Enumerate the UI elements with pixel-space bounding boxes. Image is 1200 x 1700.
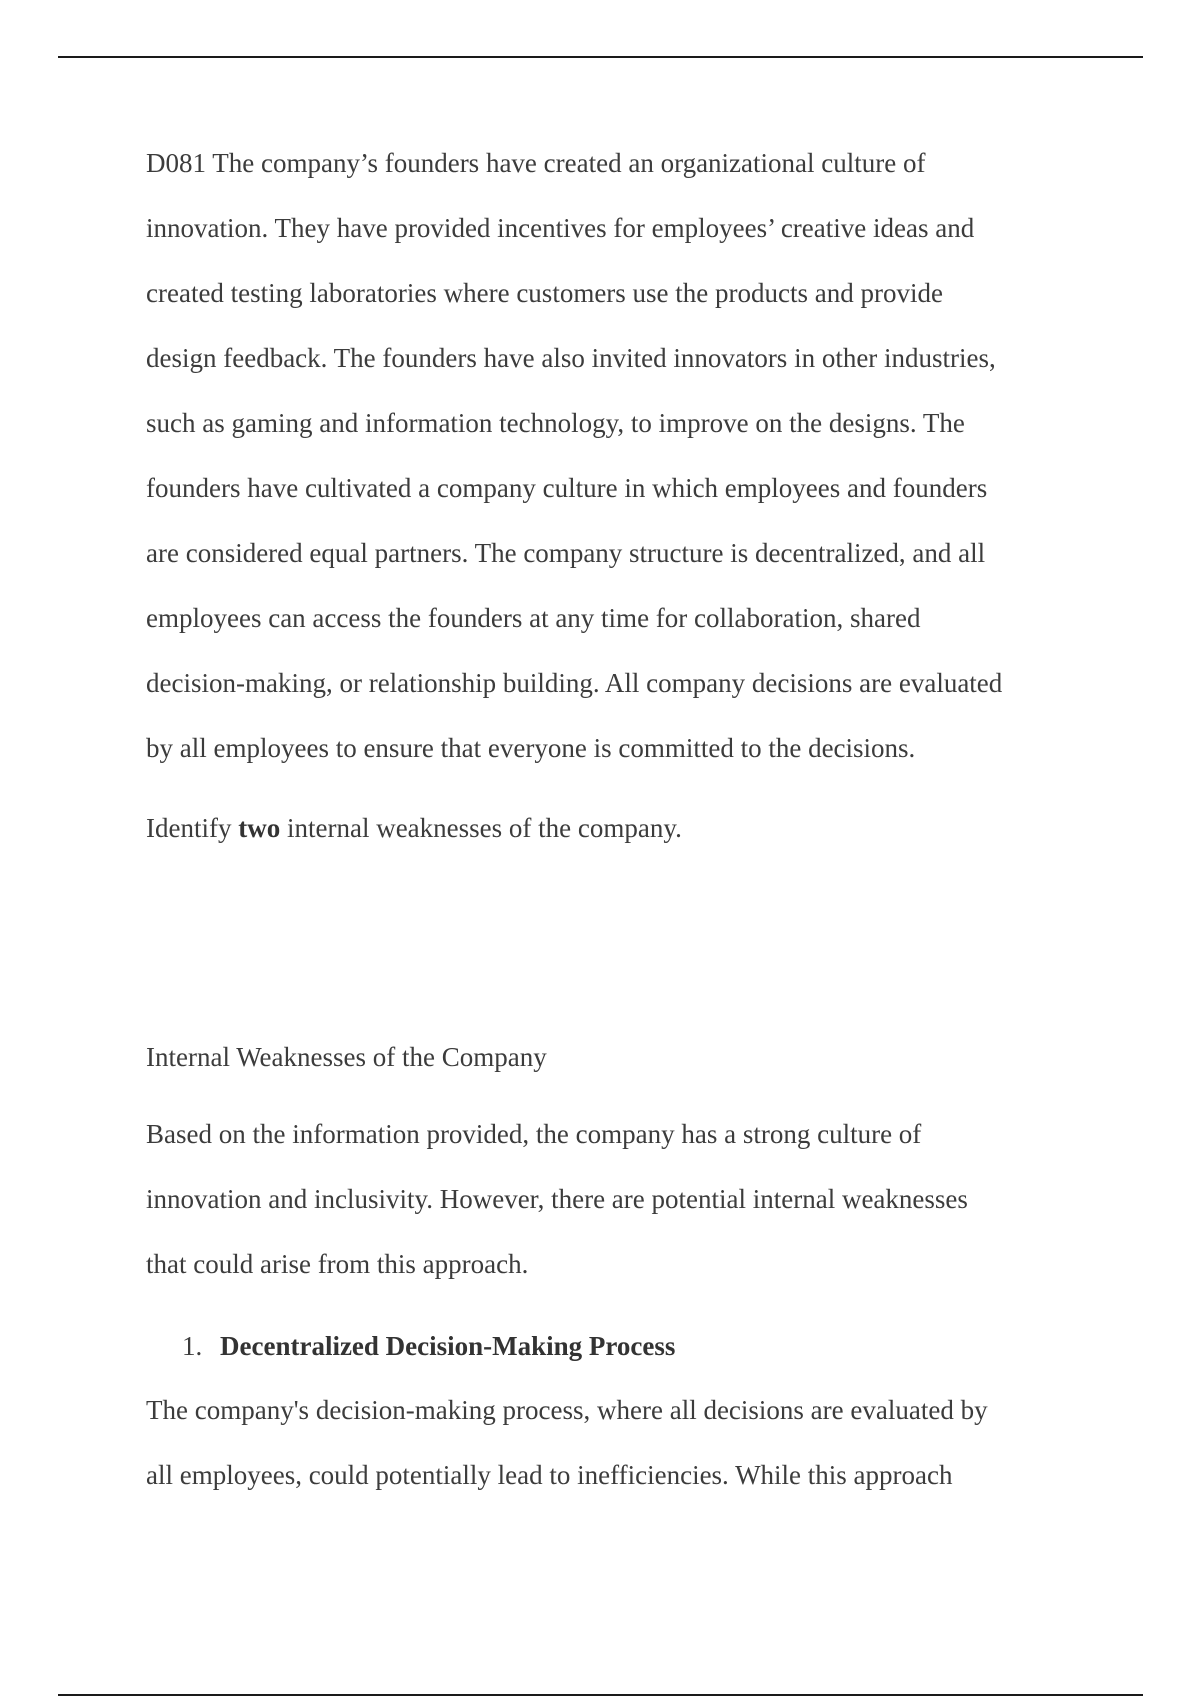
prompt-before: Identify: [146, 813, 239, 843]
body-paragraph: [146, 1378, 1076, 1508]
text-line: are considered equal partners. The company structure is decentralized, and all: [146, 538, 986, 568]
footer-rule: [58, 1694, 1143, 1696]
header-rule: [58, 56, 1143, 58]
text-line: innovation. They have provided incentives for employees’ creative ideas and: [146, 213, 975, 243]
prompt-bold: two: [238, 813, 281, 843]
list-number: 1.: [182, 1331, 203, 1361]
text-line: D081 The company’s founders have created an organizational culture of: [146, 148, 926, 178]
text-line: decision-making, or relationship building. All company decisions are evaluated: [146, 668, 1003, 698]
text-line: design feedback. The founders have also invited innovators in other industries,: [146, 343, 996, 373]
text-line: innovation and inclusivity. However, there are potential internal weaknesses: [146, 1184, 968, 1214]
text-line: such as gaming and information technology, to improve on the designs. The: [146, 408, 965, 438]
prompt-after: internal weaknesses of the company.: [280, 813, 682, 843]
text-line: that could arise from this approach.: [146, 1249, 529, 1279]
section-title: Internal Weaknesses of the Company: [146, 1042, 547, 1072]
text-line: Based on the information provided, the company has a strong culture of: [146, 1119, 922, 1149]
question-paragraph: [146, 131, 1076, 781]
text-line: The company's decision-making process, where all decisions are evaluated by: [146, 1395, 988, 1425]
text-line: founders have cultivated a company culture in which employees and founders: [146, 473, 988, 503]
text-line: employees can access the founders at any time for collaboration, shared: [146, 603, 921, 633]
list-item: [182, 1329, 675, 1363]
intro-paragraph: [146, 1102, 1076, 1297]
prompt-line: [146, 811, 682, 845]
text-line: created testing laboratories where customers use the products and provide: [146, 278, 943, 308]
list-item-title: Decentralized Decision-Making Process: [220, 1331, 676, 1361]
text-line: by all employees to ensure that everyone is committed to the decisions.: [146, 733, 916, 763]
text-line: all employees, could potentially lead to inefficiencies. While this approach: [146, 1460, 953, 1490]
